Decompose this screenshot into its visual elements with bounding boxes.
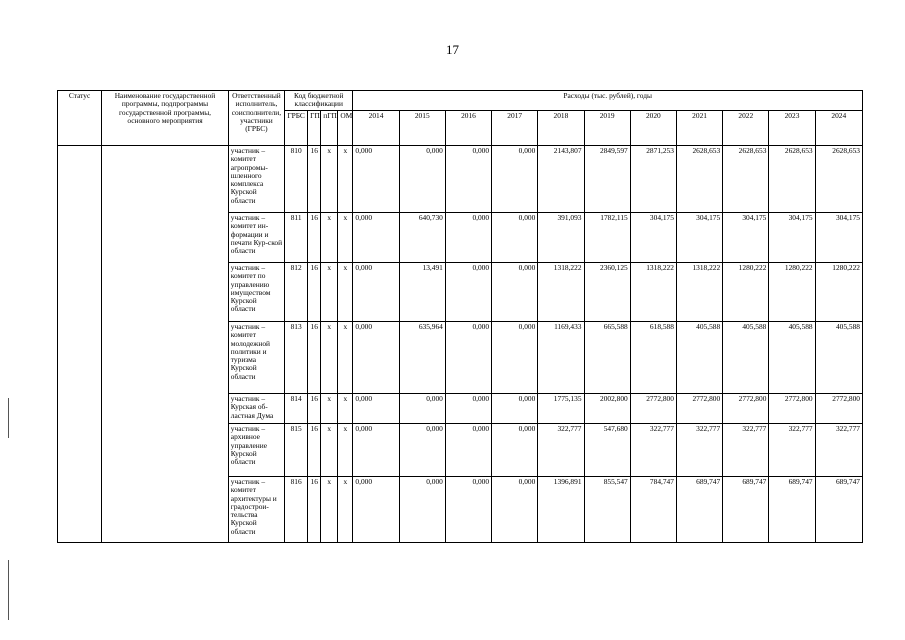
- scan-margin-line: [8, 398, 9, 438]
- expense-value-cell: 1280,222: [769, 263, 815, 322]
- expense-value-cell: 0,000: [445, 394, 491, 424]
- header-budget-code: Код бюджетной классификации: [285, 91, 353, 111]
- header-year: 2022: [723, 111, 769, 146]
- header-year: 2020: [630, 111, 676, 146]
- grbs-code-cell: 811: [285, 213, 308, 263]
- executor-cell: участник – комитет ин-формации и печати Кур-ской области: [228, 213, 284, 263]
- header-year: 2023: [769, 111, 815, 146]
- grbs-code-cell: 810: [285, 146, 308, 213]
- expense-value-cell: 0,000: [445, 213, 491, 263]
- expense-value-cell: 1318,222: [538, 263, 584, 322]
- om-code-cell: х: [338, 213, 353, 263]
- grbs-code-cell: 812: [285, 263, 308, 322]
- expense-value-cell: 0,000: [399, 424, 445, 477]
- header-year: 2017: [492, 111, 538, 146]
- expense-value-cell: 0,000: [353, 146, 399, 213]
- om-code-cell: х: [338, 424, 353, 477]
- expense-value-cell: 0,000: [445, 477, 491, 543]
- om-code-cell: х: [338, 477, 353, 543]
- expense-value-cell: 322,777: [630, 424, 676, 477]
- expense-value-cell: 2628,653: [769, 146, 815, 213]
- expense-value-cell: 2628,653: [723, 146, 769, 213]
- expense-value-cell: 0,000: [492, 146, 538, 213]
- expense-value-cell: 322,777: [723, 424, 769, 477]
- expense-value-cell: 1280,222: [815, 263, 862, 322]
- grbs-code-cell: 814: [285, 394, 308, 424]
- executor-cell: участник – комитет архитектуры и градострои-тельства Курской области: [228, 477, 284, 543]
- status-cell: [58, 146, 102, 543]
- executor-cell: участник – комитет по управлению имуществом Курской области: [228, 263, 284, 322]
- expense-value-cell: 0,000: [399, 477, 445, 543]
- executor-cell: участник – комитет агропромы-шленного комплекса Курской области: [228, 146, 284, 213]
- expense-value-cell: 1280,222: [723, 263, 769, 322]
- header-year: 2015: [399, 111, 445, 146]
- expense-value-cell: 547,680: [584, 424, 630, 477]
- expense-value-cell: 689,747: [769, 477, 815, 543]
- expense-value-cell: 0,000: [353, 263, 399, 322]
- om-code-cell: х: [338, 394, 353, 424]
- expense-value-cell: 405,588: [815, 322, 862, 394]
- header-code-gp: ГП: [308, 111, 321, 146]
- expense-value-cell: 0,000: [492, 394, 538, 424]
- expense-value-cell: 618,588: [630, 322, 676, 394]
- expense-value-cell: 322,777: [815, 424, 862, 477]
- pgp-code-cell: х: [321, 263, 338, 322]
- expense-value-cell: 1775,135: [538, 394, 584, 424]
- expense-value-cell: 0,000: [445, 263, 491, 322]
- scan-margin-line: [8, 560, 9, 620]
- expense-value-cell: 1169,433: [538, 322, 584, 394]
- expense-value-cell: 13,491: [399, 263, 445, 322]
- expense-value-cell: 0,000: [353, 477, 399, 543]
- executor-cell: участник – Курская об-ластная Дума: [228, 394, 284, 424]
- expense-value-cell: 0,000: [445, 146, 491, 213]
- expense-value-cell: 2360,125: [584, 263, 630, 322]
- header-status: Статус: [58, 91, 102, 146]
- header-year: 2014: [353, 111, 399, 146]
- expense-value-cell: 2002,800: [584, 394, 630, 424]
- om-code-cell: х: [338, 322, 353, 394]
- expense-value-cell: 689,747: [815, 477, 862, 543]
- expense-value-cell: 1782,115: [584, 213, 630, 263]
- expense-value-cell: 0,000: [353, 213, 399, 263]
- expense-value-cell: 2849,597: [584, 146, 630, 213]
- expense-value-cell: 322,777: [538, 424, 584, 477]
- expense-value-cell: 0,000: [492, 213, 538, 263]
- expense-value-cell: 304,175: [723, 213, 769, 263]
- gp-code-cell: 16: [308, 424, 321, 477]
- expense-value-cell: 2772,800: [815, 394, 862, 424]
- expense-value-cell: 855,547: [584, 477, 630, 543]
- expense-value-cell: 2772,800: [676, 394, 722, 424]
- gp-code-cell: 16: [308, 213, 321, 263]
- expense-value-cell: 0,000: [492, 322, 538, 394]
- expense-value-cell: 304,175: [630, 213, 676, 263]
- expense-value-cell: 2772,800: [630, 394, 676, 424]
- pgp-code-cell: х: [321, 146, 338, 213]
- gp-code-cell: 16: [308, 146, 321, 213]
- expense-value-cell: 2871,253: [630, 146, 676, 213]
- header-expenses: Расходы (тыс. рублей), годы: [353, 91, 863, 111]
- expense-value-cell: 391,093: [538, 213, 584, 263]
- expense-value-cell: 0,000: [492, 263, 538, 322]
- header-year: 2018: [538, 111, 584, 146]
- expense-value-cell: 689,747: [676, 477, 722, 543]
- expense-value-cell: 665,588: [584, 322, 630, 394]
- expense-value-cell: 322,777: [676, 424, 722, 477]
- program-name-cell: [102, 146, 229, 543]
- expense-value-cell: 0,000: [353, 424, 399, 477]
- expense-value-cell: 2628,653: [676, 146, 722, 213]
- expense-value-cell: 405,588: [723, 322, 769, 394]
- header-year: 2024: [815, 111, 862, 146]
- expense-value-cell: 689,747: [723, 477, 769, 543]
- expense-value-cell: 0,000: [399, 394, 445, 424]
- expense-value-cell: 1318,222: [630, 263, 676, 322]
- pgp-code-cell: х: [321, 424, 338, 477]
- expense-value-cell: 0,000: [399, 146, 445, 213]
- executor-cell: участник – архивное управление Курской области: [228, 424, 284, 477]
- expense-value-cell: 0,000: [445, 322, 491, 394]
- grbs-code-cell: 815: [285, 424, 308, 477]
- pgp-code-cell: х: [321, 213, 338, 263]
- header-executor: Ответственный исполнитель, соисполнители, участники (ГРБС): [228, 91, 284, 146]
- expense-value-cell: 0,000: [492, 424, 538, 477]
- expense-value-cell: 784,747: [630, 477, 676, 543]
- header-code-grbs: ГРБС: [285, 111, 308, 146]
- header-code-om: ОМ: [338, 111, 353, 146]
- expense-value-cell: 304,175: [676, 213, 722, 263]
- expense-value-cell: 2628,653: [815, 146, 862, 213]
- expense-value-cell: 304,175: [769, 213, 815, 263]
- gp-code-cell: 16: [308, 322, 321, 394]
- expense-value-cell: 635,964: [399, 322, 445, 394]
- expense-value-cell: 405,588: [676, 322, 722, 394]
- gp-code-cell: 16: [308, 477, 321, 543]
- grbs-code-cell: 813: [285, 322, 308, 394]
- header-year: 2016: [445, 111, 491, 146]
- expense-value-cell: 1396,891: [538, 477, 584, 543]
- header-year: 2021: [676, 111, 722, 146]
- expense-value-cell: 2143,807: [538, 146, 584, 213]
- header-code-pgp: пГП: [321, 111, 338, 146]
- om-code-cell: х: [338, 263, 353, 322]
- header-year: 2019: [584, 111, 630, 146]
- expense-value-cell: 304,175: [815, 213, 862, 263]
- gp-code-cell: 16: [308, 394, 321, 424]
- expense-value-cell: 2772,800: [723, 394, 769, 424]
- page-number: 17: [446, 42, 459, 57]
- expense-value-cell: 2772,800: [769, 394, 815, 424]
- expense-value-cell: 0,000: [445, 424, 491, 477]
- header-name: Наименование государственной программы, подпрограммы государственной программы, основного мероприятия: [102, 91, 229, 146]
- om-code-cell: х: [338, 146, 353, 213]
- expense-value-cell: 1318,222: [676, 263, 722, 322]
- pgp-code-cell: х: [321, 322, 338, 394]
- executor-cell: участник – комитет молодежной политики и туризма Курской области: [228, 322, 284, 394]
- expense-value-cell: 322,777: [769, 424, 815, 477]
- expense-value-cell: 0,000: [353, 394, 399, 424]
- pgp-code-cell: х: [321, 394, 338, 424]
- table-row: [58, 146, 863, 213]
- pgp-code-cell: х: [321, 477, 338, 543]
- expense-value-cell: 405,588: [769, 322, 815, 394]
- expense-value-cell: 640,730: [399, 213, 445, 263]
- gp-code-cell: 16: [308, 263, 321, 322]
- grbs-code-cell: 816: [285, 477, 308, 543]
- budget-table: [57, 90, 863, 543]
- expense-value-cell: 0,000: [353, 322, 399, 394]
- expense-value-cell: 0,000: [492, 477, 538, 543]
